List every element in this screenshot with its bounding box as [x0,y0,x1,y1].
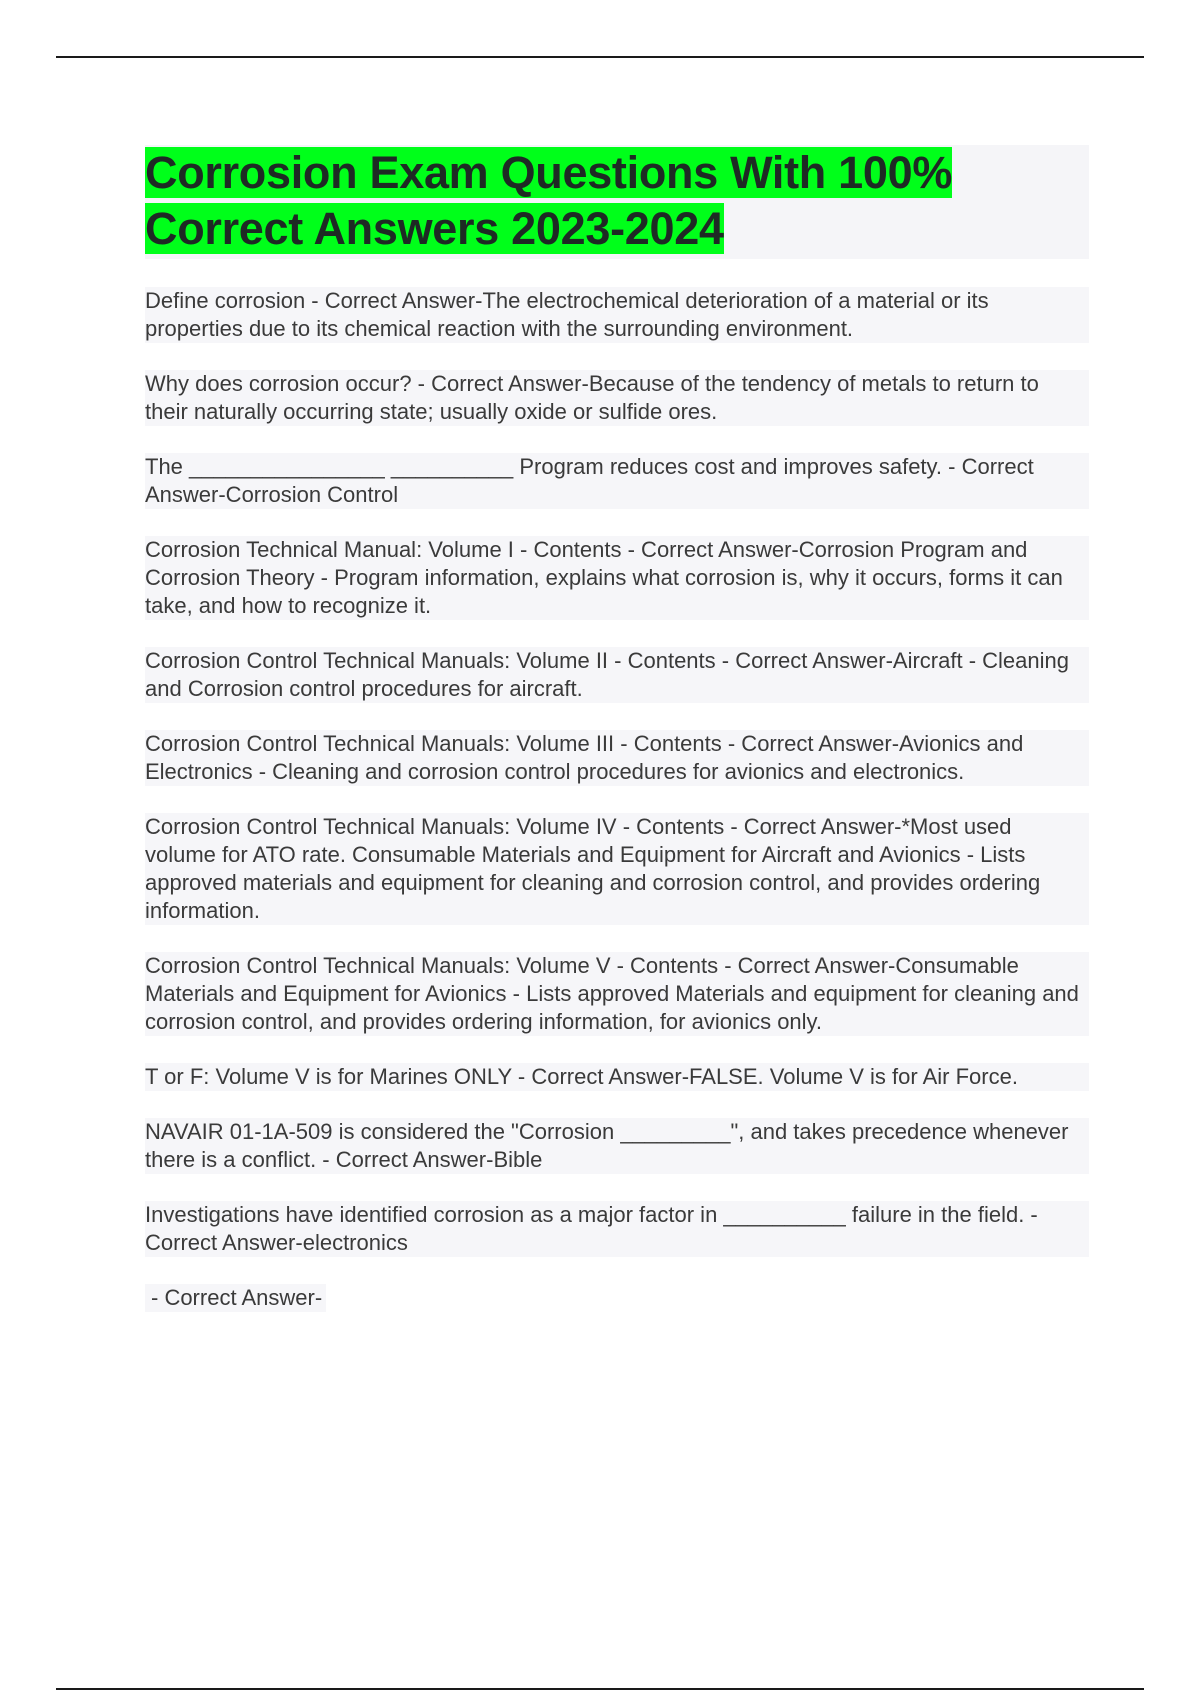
qa-entry-12: - Correct Answer- [145,1284,326,1312]
bottom-rule [56,1688,1144,1690]
document-body [145,145,1089,1339]
qa-entry-3: The ________________ __________ Program reduces cost and improves safety. - Correct Answer-Corrosion Control [145,453,1089,509]
qa-entry-8: Corrosion Control Technical Manuals: Volume V - Contents - Correct Answer-Consumable Materials and Equipment for Avionics - Lists approved Materials and equipment for cleaning and corrosion control, and provides ordering information, for avionics only. [145,952,1089,1036]
title-highlight: Corrosion Exam Questions With 100% Correct Answers 2023-2024 [145,147,953,254]
qa-entry-11: Investigations have identified corrosion as a major factor in __________ failure in the field. - Correct Answer-electronics [145,1201,1089,1257]
qa-entry-4: Corrosion Technical Manual: Volume I - Contents - Correct Answer-Corrosion Program and Corrosion Theory - Program information, explains what corrosion is, why it occurs, forms it can take, and how to recognize it. [145,536,1089,620]
qa-entry-1: Define corrosion - Correct Answer-The electrochemical deterioration of a material or its properties due to its chemical reaction with the surrounding environment. [145,287,1089,343]
qa-entry-9: T or F: Volume V is for Marines ONLY - Correct Answer-FALSE. Volume V is for Air Force. [145,1063,1089,1091]
document-title [145,145,1089,257]
qa-entry-5: Corrosion Control Technical Manuals: Volume II - Contents - Correct Answer-Aircraft - Cleaning and Corrosion control procedures for aircraft. [145,647,1089,703]
qa-entry-6: Corrosion Control Technical Manuals: Volume III - Contents - Correct Answer-Avionics and Electronics - Cleaning and corrosion control procedures for avionics and electronics. [145,730,1089,786]
qa-entry-2: Why does corrosion occur? - Correct Answer-Because of the tendency of metals to return to their naturally occurring state; usually oxide or sulfide ores. [145,370,1089,426]
qa-entry-10: NAVAIR 01-1A-509 is considered the "Corrosion _________", and takes precedence whenever there is a conflict. - Correct Answer-Bible [145,1118,1089,1174]
top-rule [56,56,1144,58]
title-block [145,145,1089,259]
qa-entry-7: Corrosion Control Technical Manuals: Volume IV - Contents - Correct Answer-*Most used volume for ATO rate. Consumable Materials and Equipment for Aircraft and Avionics - Lists approved materials and equipment for cleaning and corrosion control, and provides ordering information. [145,813,1089,925]
